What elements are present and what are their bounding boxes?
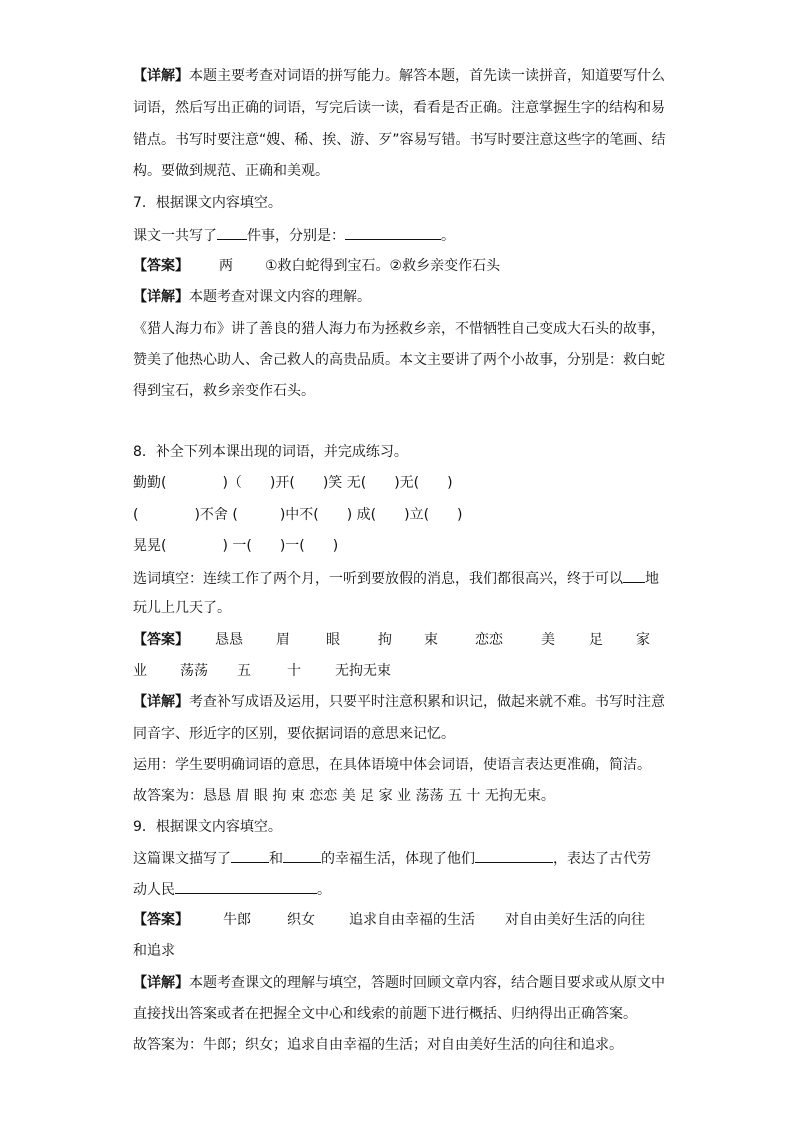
q9-stem-line-1: 这篇课文描写了 和 的幸福生活，体现了他们 ，表达了古代劳	[133, 848, 651, 869]
s6-detail-line-4: 构。要做到规范、正确和美观。	[133, 163, 329, 179]
q8-fill-line-2: 玩儿上几天了。	[133, 600, 231, 616]
q9-detail-line-1: 【详解】本题考查课文的理解与填空，答题时回顾文章内容，结合题目要求或从原文中	[133, 975, 665, 991]
q8-use-line: 运用：学生要明确词语的意思，在具体语境中体会词语，使语言表达更准确，简洁。	[133, 757, 651, 773]
q8-detail-line-1: 【详解】考查补写成语及运用，只要平时注意积累和识记，做起来就不难。书写时注意	[133, 694, 665, 710]
detail-label: 【详解】	[133, 694, 189, 710]
q7-detail-line-1: 【详解】本题考查对课文内容的理解。	[133, 289, 371, 305]
q8-final-answer: 故答案为：恳恳 眉 眼 拘 束 恋恋 美 足 家 业 荡荡 五 十 无拘无束。	[133, 788, 555, 804]
detail-label: 【详解】	[133, 975, 189, 991]
q8-answer-line-2: 业 荡荡 五 十 无拘无束	[133, 663, 391, 679]
q7-answer: 【答案】 两 ①救白蛇得到宝石。②救乡亲变作石头	[133, 258, 501, 274]
blank	[623, 568, 645, 583]
q9-stem-line-2: 动人民 。	[133, 879, 331, 900]
q7-detail-line-3: 赞美了他热心助人、舍己救人的高贵品质。本文主要讲了两个小故事，分别是：救白蛇	[133, 352, 665, 368]
detail-label: 【详解】	[133, 68, 189, 84]
q9-answer-line-2: 和追求	[133, 943, 175, 959]
q8-title: 8．补全下列本课出现的词语，并完成练习。	[133, 444, 408, 460]
blank	[283, 848, 321, 863]
blank	[231, 848, 269, 863]
q8-answer-line-1: 【答案】 恳恳 眉 眼 拘 束 恋恋 美 足 家	[133, 632, 650, 648]
s6-detail-line-1: 【详解】本题主要考查对词语的拼写能力。解答本题，首先读一读拼音，知道要写什么	[133, 68, 665, 84]
q7-detail-line-4: 得到宝石，救乡亲变作石头。	[133, 383, 315, 399]
detail-label: 【详解】	[133, 289, 189, 305]
blank	[345, 225, 441, 240]
q7-stem: 课文一共写了 件事，分别是： 。	[133, 225, 455, 246]
answer-label: 【答案】	[133, 632, 189, 648]
blank	[475, 848, 553, 863]
q9-answer-line-1: 【答案】 牛郎 织女 追求自由幸福的生活 对自由美好生活的向往	[133, 912, 645, 928]
q8-fill-line-1: 选词填空：连续工作了两个月，一听到要放假的消息，我们都很高兴，终于可以 地	[133, 568, 659, 589]
s6-detail-line-2: 词语，然后写出正确的词语，写完后读一读，看看是否正确。注意掌握生字的结构和易	[133, 100, 665, 116]
q8-row-1: 勤勤( )（ )开( )笑 无( )无( )	[133, 475, 453, 491]
q9-detail-line-2: 直接找出答案或者在把握全文中心和线索的前题下进行概括、归纳得出正确答案。	[133, 1006, 637, 1022]
q7-detail-line-2: 《猎人海力布》讲了善良的猎人海力布为拯救乡亲，不惜牺牲自己变成大石头的故事，	[133, 321, 665, 337]
s6-detail-line-3: 错点。书写时要注意“嫂、稀、挨、游、歹”容易写错。书写时要注意这些字的笔画、结	[133, 132, 666, 148]
q9-title: 9．根据课文内容填空。	[133, 819, 282, 835]
answer-label: 【答案】	[133, 258, 189, 274]
blank	[217, 225, 247, 240]
q8-row-3: 晃晃( ) 一( )一( )	[133, 538, 339, 554]
q8-row-2: ( )不舍 ( )中不( ) 成( )立( )	[133, 507, 463, 523]
q9-final-answer: 故答案为：牛郎；织女；追求自由幸福的生活；对自由美好生活的向往和追求。	[133, 1037, 623, 1053]
q7-title: 7．根据课文内容填空。	[133, 195, 282, 211]
q8-detail-line-2: 同音字、形近字的区别，要依据词语的意思来记忆。	[133, 726, 455, 742]
blank	[175, 879, 317, 894]
answer-label: 【答案】	[133, 912, 189, 928]
